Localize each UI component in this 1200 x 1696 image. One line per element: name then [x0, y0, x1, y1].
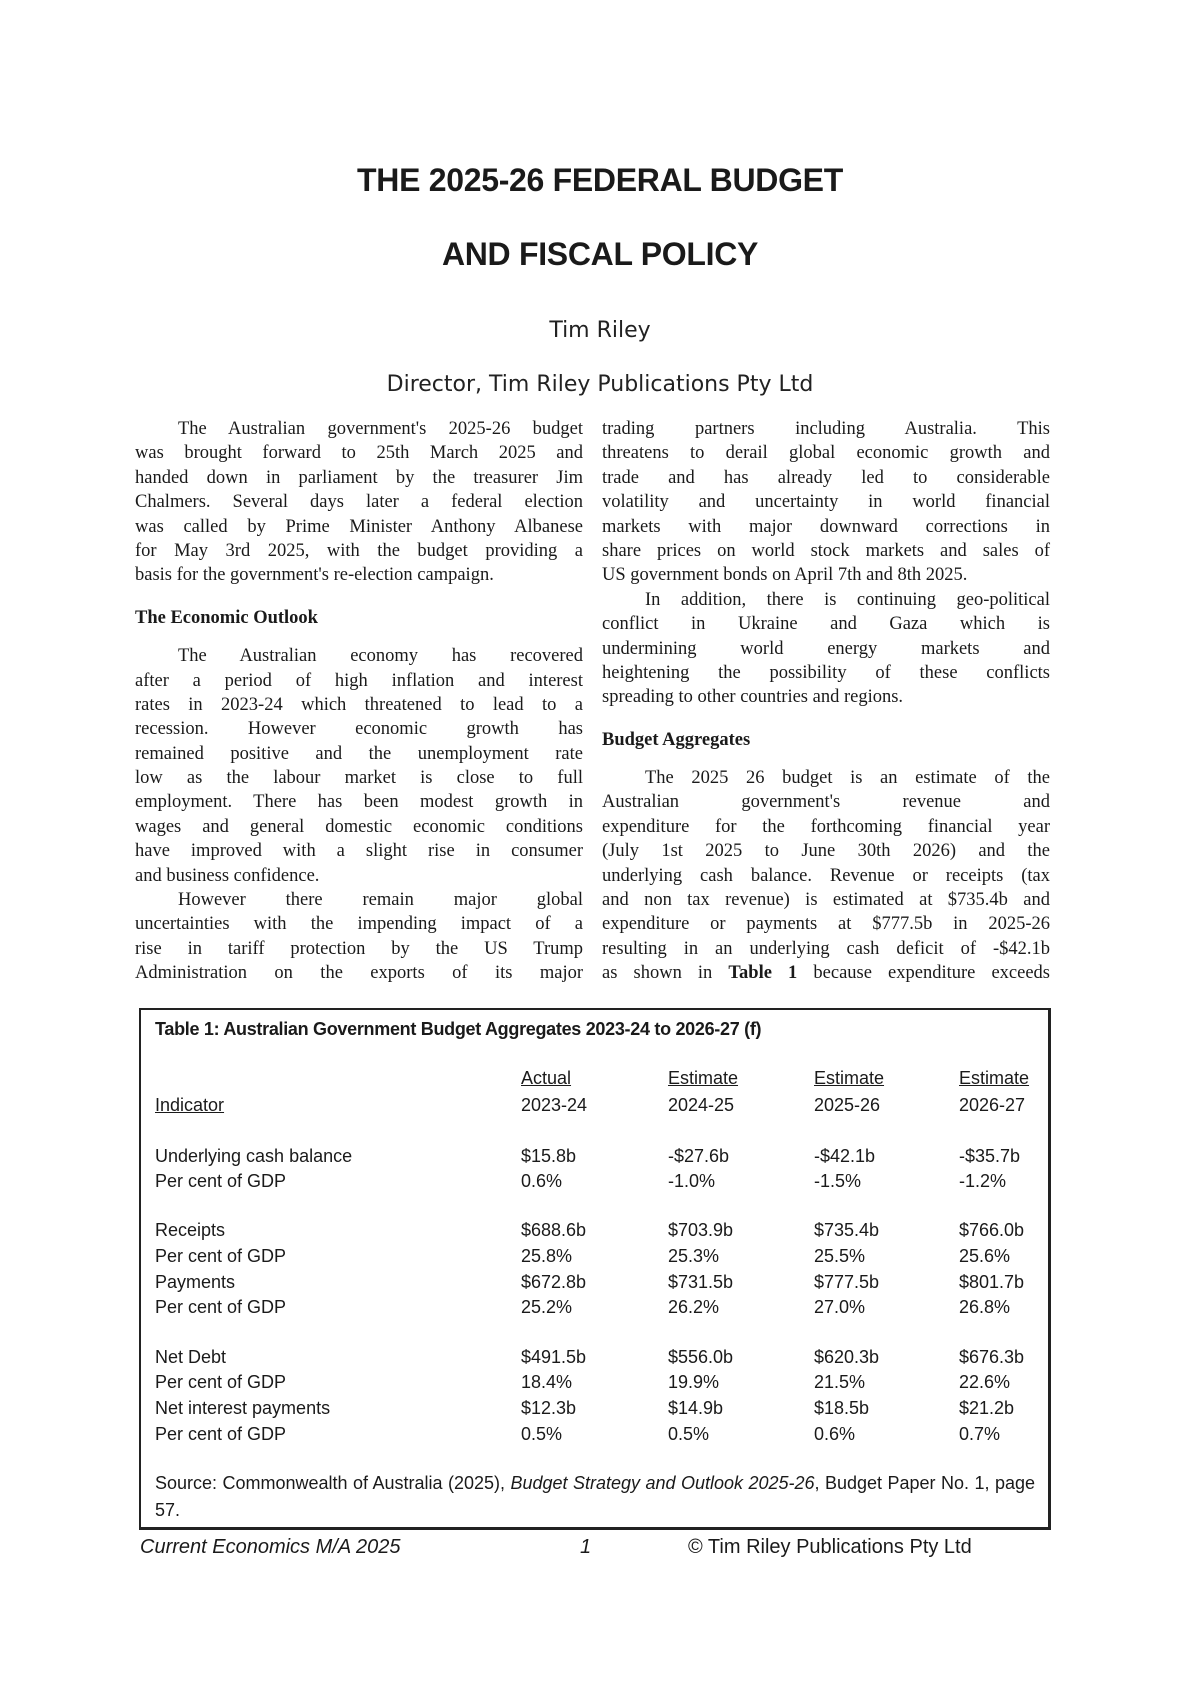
row-label: Net interest payments — [155, 1398, 331, 1418]
paragraph-line: heightening the possibility of these conflicts — [602, 662, 1050, 683]
table-cell: $688.6b — [521, 1220, 587, 1240]
column-year-header: 2023-24 — [521, 1095, 588, 1115]
right-column — [602, 417, 1050, 986]
title-line-2: AND FISCAL POLICY — [441, 236, 759, 272]
paragraph-line: conflict in Ukraine and Gaza which is — [602, 614, 1050, 635]
table-cell: $703.9b — [668, 1220, 734, 1240]
row-label: Underlying cash balance — [155, 1146, 353, 1166]
column-type-header: Estimate — [668, 1068, 739, 1088]
left-column — [135, 417, 583, 986]
table-cell: 26.8% — [959, 1297, 1011, 1317]
author: Tim Riley — [549, 318, 651, 343]
paragraph-line: The Australian government's 2025-26 budget — [178, 419, 583, 439]
paragraph-line: Chalmers. Several days later a federal election — [135, 492, 583, 513]
budget-aggregates-table — [139, 1008, 1051, 1530]
paragraph-line: However there remain major global — [178, 890, 583, 911]
table-cell: 25.8% — [521, 1246, 573, 1266]
paragraph-line: US government bonds on April 7th and 8th 2025. — [602, 565, 968, 586]
paragraph-line: Administration on the exports of its major — [135, 963, 583, 984]
row-label: Net Debt — [155, 1347, 227, 1367]
paragraph-line: employment. There has been modest growth in — [135, 792, 583, 813]
paragraph-line: underlying cash balance. Revenue or receipts (tax — [602, 865, 1050, 886]
table-cell: 0.5% — [668, 1424, 710, 1444]
affiliation: Director, Tim Riley Publications Pty Ltd — [386, 372, 814, 397]
row-label: Per cent of GDP — [155, 1171, 287, 1191]
paragraph-line: and non tax revenue) is estimated at $735.4b and — [602, 890, 1050, 911]
table-cell: $676.3b — [959, 1347, 1025, 1367]
column-year-header: 2024-25 — [668, 1095, 735, 1115]
paragraph-line: threatens to derail global economic growth and — [602, 443, 1050, 464]
title-line-1: THE 2025-26 FEDERAL BUDGET — [357, 162, 843, 198]
table-cell: $801.7b — [959, 1272, 1025, 1292]
table-cell: $735.4b — [814, 1220, 880, 1240]
indicator-header: Indicator — [155, 1095, 225, 1115]
table-cell: 0.5% — [521, 1424, 563, 1444]
table-cell: 19.9% — [668, 1372, 720, 1392]
table-cell: 0.7% — [959, 1424, 1001, 1444]
table-cell: $672.8b — [521, 1272, 587, 1292]
table-cell: $18.5b — [814, 1398, 870, 1418]
table-cell: 21.5% — [814, 1372, 866, 1392]
row-label: Per cent of GDP — [155, 1246, 287, 1266]
paragraph-line: after a period of high inflation and interest — [135, 670, 583, 691]
paragraph-line: volatility and uncertainty in world financial — [602, 492, 1050, 513]
column-year-header: 2026-27 — [959, 1095, 1026, 1115]
spacer — [135, 588, 583, 606]
table-cell: $777.5b — [814, 1272, 880, 1292]
paragraph-line: was brought forward to 25th March 2025 and — [135, 443, 583, 464]
row-label: Per cent of GDP — [155, 1297, 287, 1317]
paragraph-line: spreading to other countries and regions. — [602, 687, 904, 708]
table-cell: $556.0b — [668, 1347, 734, 1367]
source-suffix: , Budget Paper No. 1, page 57. — [155, 1473, 1036, 1520]
section-heading: The Economic Outlook — [135, 607, 318, 628]
table-cell: $14.9b — [668, 1398, 724, 1418]
row-label: Per cent of GDP — [155, 1372, 287, 1392]
spacer — [602, 710, 1050, 728]
spacer — [602, 752, 1050, 766]
spacer — [135, 630, 583, 644]
paragraph-line: recession. However economic growth has — [135, 719, 583, 740]
paragraph-line: rise in tariff protection by the US Trump — [135, 938, 583, 959]
table-cell: $620.3b — [814, 1347, 880, 1367]
table-cell: 25.5% — [814, 1246, 866, 1266]
table-cell: $15.8b — [521, 1146, 577, 1166]
paragraph-line: for May 3rd 2025, with the budget providing a — [135, 540, 583, 561]
table-cell: 26.2% — [668, 1297, 720, 1317]
paragraph-line: trade and has already led to considerable — [602, 467, 1050, 488]
row-label: Payments — [155, 1272, 236, 1292]
paragraph-line: The Australian economy has recovered — [178, 646, 583, 667]
row-label: Per cent of GDP — [155, 1424, 287, 1444]
paragraph-line: expenditure or payments at $777.5b in 2025-26 — [602, 914, 1050, 935]
table-cell: -1.2% — [959, 1171, 1007, 1191]
paragraph-line: wages and general domestic economic conditions — [135, 816, 583, 837]
paragraph-line: rates in 2023-24 which threatened to lead to a — [135, 694, 583, 715]
footer-copyright: © Tim Riley Publications Pty Ltd — [688, 1536, 972, 1558]
table-cell: 22.6% — [959, 1372, 1011, 1392]
table-cell: 0.6% — [814, 1424, 856, 1444]
paragraph-line: (July 1st 2025 to June 30th 2026) and the — [602, 841, 1050, 862]
table-source — [155, 1470, 1035, 1524]
paragraph-line: expenditure for the forthcoming financial year — [602, 816, 1050, 837]
source-title: Budget Strategy and Outlook 2025-26 — [510, 1473, 815, 1493]
paragraph-line: have improved with a slight rise in consumer — [135, 841, 583, 862]
footer-page-number: 1 — [580, 1536, 592, 1558]
table-cell: -1.0% — [668, 1171, 716, 1191]
bold-reference: Table 1 — [728, 963, 798, 984]
row-label: Receipts — [155, 1220, 226, 1240]
section-heading: Budget Aggregates — [602, 729, 751, 750]
table-cell: 18.4% — [521, 1372, 573, 1392]
table-cell: 0.6% — [521, 1171, 563, 1191]
paragraph-line: undermining world energy markets and — [602, 638, 1050, 659]
table-cell: $21.2b — [959, 1398, 1015, 1418]
table-title: Table 1: Australian Government Budget Aggregates 2023-24 to 2026-27 (f) — [155, 1019, 762, 1039]
table-cell: -1.5% — [814, 1171, 862, 1191]
paragraph-line: The 2025 26 budget is an estimate of the — [645, 768, 1050, 789]
table-cell: 25.3% — [668, 1246, 720, 1266]
paragraph-line: was called by Prime Minister Anthony Albanese — [135, 516, 583, 537]
paragraph-line: uncertainties with the impending impact of a — [135, 914, 583, 935]
column-type-header: Actual — [521, 1068, 572, 1088]
paragraph-line: basis for the government's re-election campaign. — [135, 565, 494, 586]
footer-publication: Current Economics M/A 2025 — [140, 1536, 401, 1558]
table-cell: $491.5b — [521, 1347, 587, 1367]
paragraph-line: trading partners including Australia. This — [602, 419, 1050, 439]
paragraph-line: resulting in an underlying cash deficit of -$42.1b — [602, 938, 1050, 959]
column-year-header: 2025-26 — [814, 1095, 881, 1115]
paragraph-line: handed down in parliament by the treasurer Jim — [135, 467, 583, 488]
paragraph-line: markets with major downward corrections in — [602, 516, 1050, 537]
paragraph-line: share prices on world stock markets and sales of — [602, 540, 1050, 561]
table-cell: $12.3b — [521, 1398, 577, 1418]
table-cell: -$27.6b — [668, 1146, 730, 1166]
table-cell: 25.2% — [521, 1297, 573, 1317]
paragraph-line: low as the labour market is close to full — [135, 768, 583, 789]
paragraph-line: as shown in Table 1 because expenditure exceeds — [602, 963, 1050, 984]
table-cell: -$35.7b — [959, 1146, 1021, 1166]
paragraph-line: In addition, there is continuing geo-political — [645, 589, 1050, 610]
paragraph-line: remained positive and the unemployment rate — [135, 743, 583, 764]
paragraph-line: and business confidence. — [135, 865, 320, 886]
column-type-header: Estimate — [959, 1068, 1030, 1088]
source-prefix: Source: Commonwealth of Australia (2025), — [155, 1473, 511, 1493]
table-cell: $731.5b — [668, 1272, 734, 1292]
column-type-header: Estimate — [814, 1068, 885, 1088]
table-cell: 25.6% — [959, 1246, 1011, 1266]
table-cell: -$42.1b — [814, 1146, 876, 1166]
table-cell: 27.0% — [814, 1297, 866, 1317]
paragraph-line: Australian government's revenue and — [602, 792, 1050, 813]
table-cell: $766.0b — [959, 1220, 1025, 1240]
